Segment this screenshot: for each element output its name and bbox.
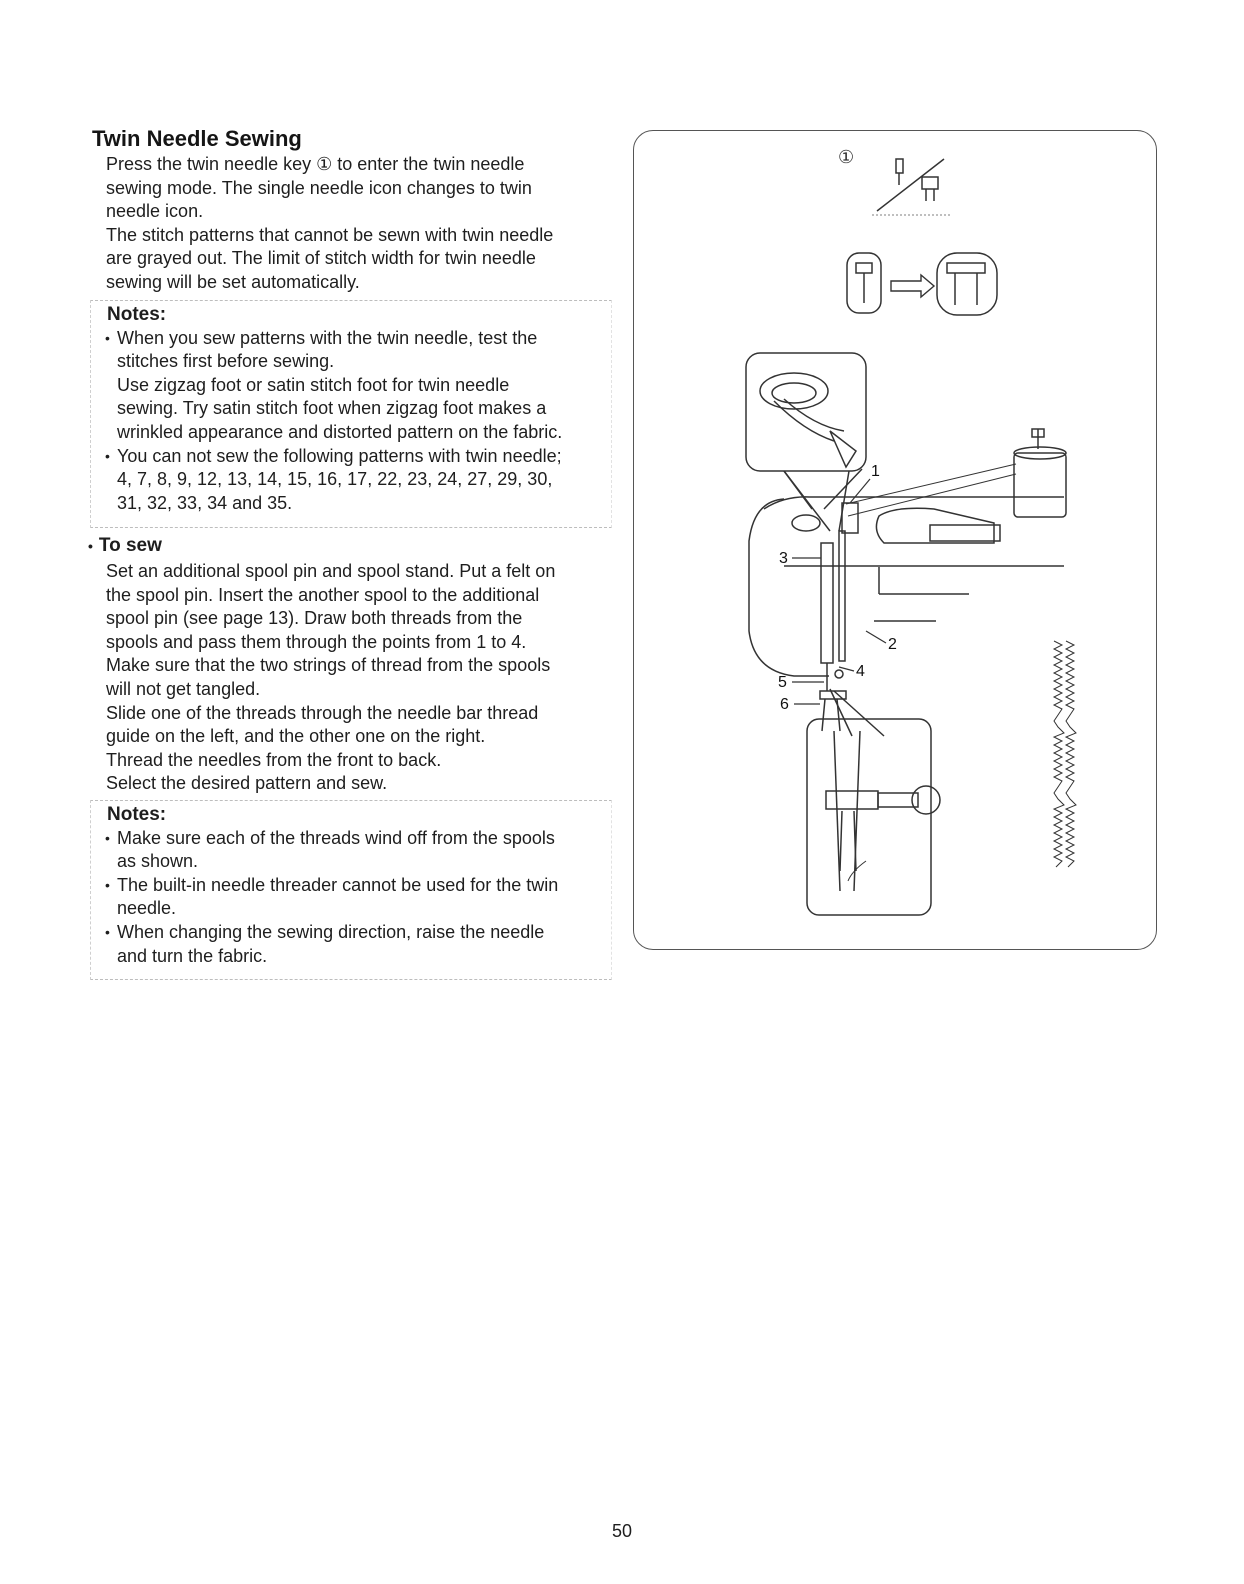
intro-paragraph [106, 153, 611, 295]
intro-line: sewing will be set automatically. [106, 271, 360, 292]
callout-4: 4 [856, 663, 865, 680]
note-item [91, 827, 611, 874]
note-line: as shown. [117, 851, 199, 872]
body-line: the spool pin. Insert the another spool to the additional [106, 584, 540, 605]
notes-box-2 [90, 800, 612, 980]
note-item [91, 921, 611, 968]
body-line: Thread the needles from the front to back. [106, 749, 442, 770]
callout-3: 3 [779, 550, 788, 567]
note-line: 31, 32, 33, 34 and 35. [117, 492, 293, 513]
body-line: Make sure that the two strings of thread from the spools [106, 655, 551, 676]
note-line: You can not sew the following patterns with twin needle; [117, 445, 562, 466]
illustration-panel [633, 130, 1157, 950]
note-line: needle. [117, 898, 177, 919]
note-item [91, 327, 611, 445]
body-line: guide on the left, and the other one on the right. [106, 726, 486, 747]
note-line: Make sure each of the threads wind off from the spools [117, 827, 555, 848]
intro-line: needle icon. [106, 201, 204, 222]
needle-detail-inset [807, 689, 940, 915]
key-marker: ① [838, 147, 855, 167]
body-line: Slide one of the threads through the needle bar thread [106, 702, 539, 723]
callout-2: 2 [888, 636, 897, 653]
body-line: Select the desired pattern and sew. [106, 773, 388, 794]
single-needle-icon [847, 253, 881, 313]
intro-line: are grayed out. The limit of stitch width for twin needle [106, 248, 536, 269]
bullet-icon: • [105, 923, 110, 940]
bullet-icon: • [105, 447, 110, 464]
note-line: stitches first before sewing. [117, 351, 335, 372]
note-line: 4, 7, 8, 9, 12, 13, 14, 15, 16, 17, 22, 23, 24, 27, 29, 30, [117, 469, 553, 490]
bullet-icon: • [105, 829, 110, 846]
to-sew-title: To sew [98, 535, 162, 556]
note-line: sewing. Try satin stitch foot when zigzag foot makes a [117, 398, 547, 419]
note-item [91, 445, 611, 516]
page-number: 50 [611, 1521, 633, 1541]
intro-line: Press the twin needle key ① to enter the twin needle [106, 154, 525, 174]
body-line: spools and pass them through the points from 1 to 4. [106, 631, 527, 652]
note-line: wrinkled appearance and distorted pattern on the fabric. [117, 421, 563, 442]
callout-5: 5 [778, 674, 787, 691]
body-line: spool pin (see page 13). Draw both threads from the [106, 608, 523, 629]
intro-line: sewing mode. The single needle icon changes to twin [106, 177, 532, 198]
twin-needle-illustration [634, 131, 1156, 949]
thread-guide-inset [746, 353, 866, 531]
intro-line: The stitch patterns that cannot be sewn with twin needle [106, 224, 554, 245]
sewing-machine-head [749, 429, 1066, 731]
twin-stitch-sample [1054, 641, 1076, 867]
notes-box-1 [90, 300, 612, 528]
note-line: The built-in needle threader cannot be used for the twin [117, 874, 559, 895]
bullet-icon: • [105, 876, 110, 893]
twin-needle-key-icon [872, 159, 952, 215]
callout-6: 6 [780, 696, 789, 713]
body-line: Set an additional spool pin and spool stand. Put a felt on [106, 561, 556, 581]
notes-heading: Notes: [107, 804, 167, 825]
bullet-icon: • [105, 329, 110, 346]
callout-1: 1 [871, 463, 880, 480]
to-sew-paragraph [106, 560, 611, 796]
bullet-icon: • [88, 538, 93, 554]
section-title: Twin Needle Sewing [92, 126, 302, 151]
note-line: When changing the sewing direction, raise the needle [117, 921, 545, 942]
arrow-icon [891, 275, 934, 297]
notes-heading: Notes: [107, 304, 167, 325]
twin-needle-icon [937, 253, 997, 315]
note-line: Use zigzag foot or satin stitch foot for twin needle [117, 374, 510, 395]
note-item [91, 874, 611, 921]
note-line: When you sew patterns with the twin needle, test the [117, 327, 538, 348]
body-line: will not get tangled. [106, 678, 261, 699]
note-line: and turn the fabric. [117, 945, 268, 966]
to-sew-heading [88, 535, 162, 557]
